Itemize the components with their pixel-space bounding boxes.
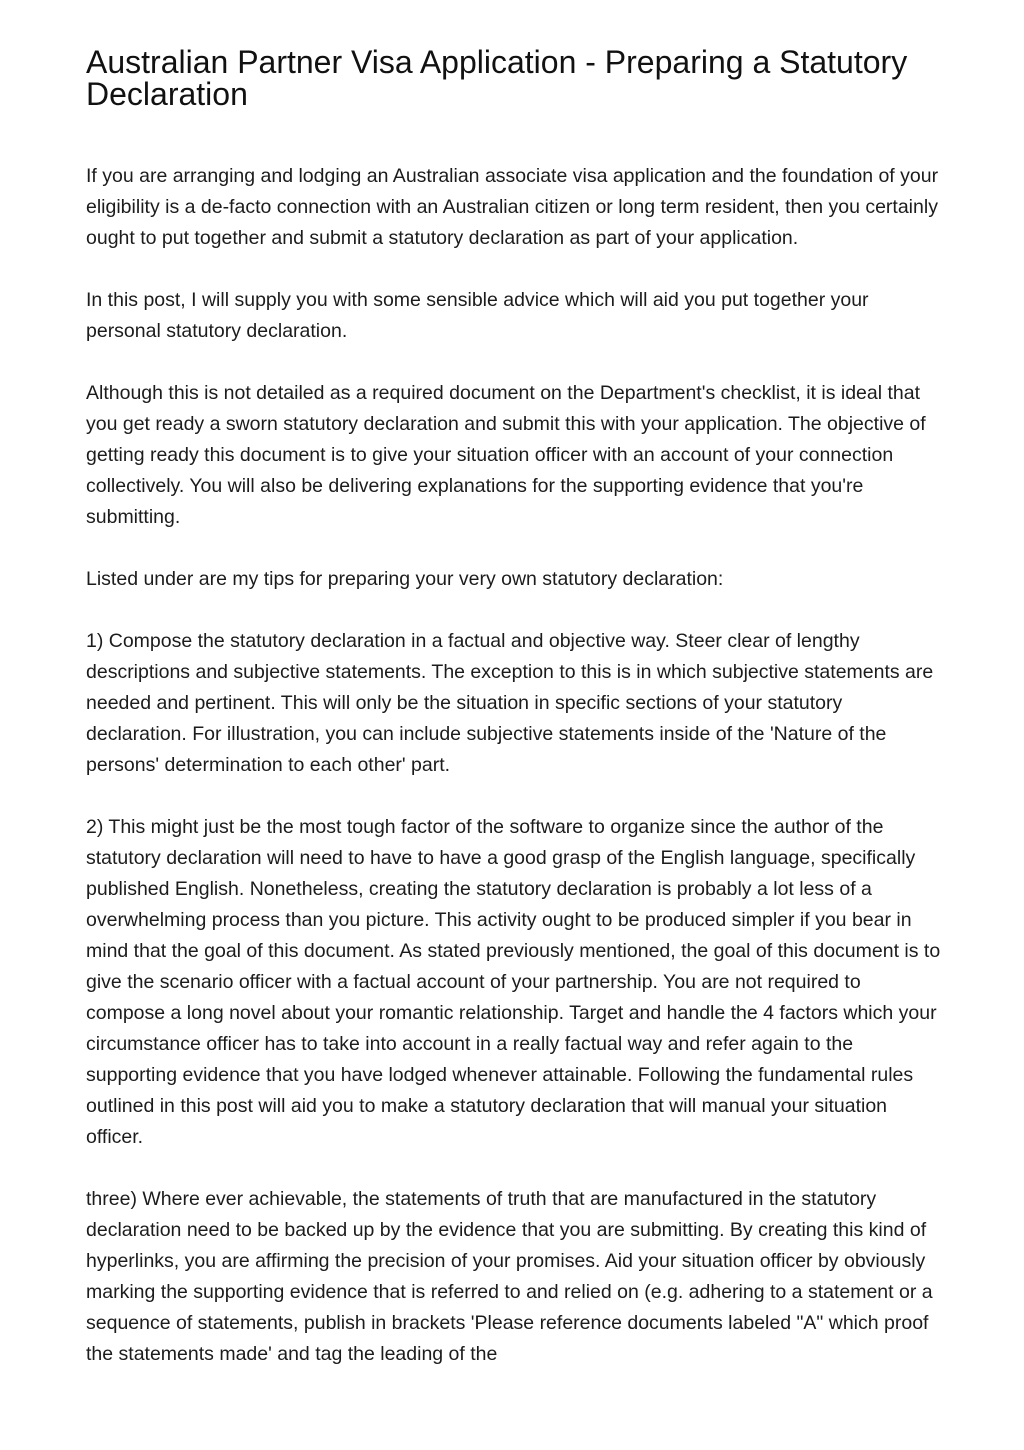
document-page bbox=[86, 46, 942, 1401]
paragraph-checklist: Although this is not detailed as a required document on the Department's checklist, it is ideal that you get ready a sworn statutory declaration and submit this with your application. The objective of getting ready this document is to give your situation officer with an account of your connection collectively. You will also be delivering explanations for the supporting evidence that you're submitting. bbox=[86, 382, 926, 528]
paragraph-tip-1: 1) Compose the statutory declaration in a factual and objective way. Steer clear of lengthy descriptions and subjective statements. The exception to this is in which subjective statements are needed and pertinent. This will only be the situation in specific sections of your statutory declaration. For illustration, you can include subjective statements inside of the 'Nature of the persons' determination to each other' part. bbox=[86, 630, 934, 776]
paragraph-advice: In this post, I will supply you with some sensible advice which will aid you put together your personal statutory declaration. bbox=[86, 289, 869, 342]
paragraph-tip-3: three) Where ever achievable, the statements of truth that are manufactured in the statutory declaration need to be backed up by the evidence that you are submitting. By creating this kind of hyperlinks, you are affirming the precision of your promises. Aid your situation officer by obviously marking the supporting evidence that is referred to and relied on (e.g. adhering to a statement or a sequence of statements, publish in brackets 'Please reference documents labeled "A" which proof the statements made' and tag the leading of the bbox=[86, 1188, 933, 1365]
page-title: Australian Partner Visa Application - Preparing a Statutory Declaration bbox=[86, 44, 908, 112]
paragraph-intro: If you are arranging and lodging an Australian associate visa application and the foundation of your eligibility is a de-facto connection with an Australian citizen or long term resident, then you certainly ought to put together and submit a statutory declaration as part of your application. bbox=[86, 165, 939, 249]
paragraph-tip-2: 2) This might just be the most tough factor of the software to organize since the author of the statutory declaration will need to have to have a good grasp of the English language, specifically published English. Nonetheless, creating the statutory declaration is probably a lot less of a overwhelming process than you picture. This activity ought to be produced simpler if you bear in mind that the goal of this document. As stated previously mentioned, the goal of this document is to give the scenario officer with a factual account of your partnership. You are not required to compose a long novel about your romantic relationship. Target and handle the 4 factors which your circumstance officer has to take into account in a really factual way and refer again to the supporting evidence that you have lodged whenever attainable. Following the fundamental rules outlined in this post will aid you to make a statutory declaration that will manual your situation officer. bbox=[86, 816, 941, 1148]
paragraph-tips-intro: Listed under are my tips for preparing your very own statutory declaration: bbox=[86, 568, 724, 590]
document-body bbox=[86, 161, 942, 1370]
